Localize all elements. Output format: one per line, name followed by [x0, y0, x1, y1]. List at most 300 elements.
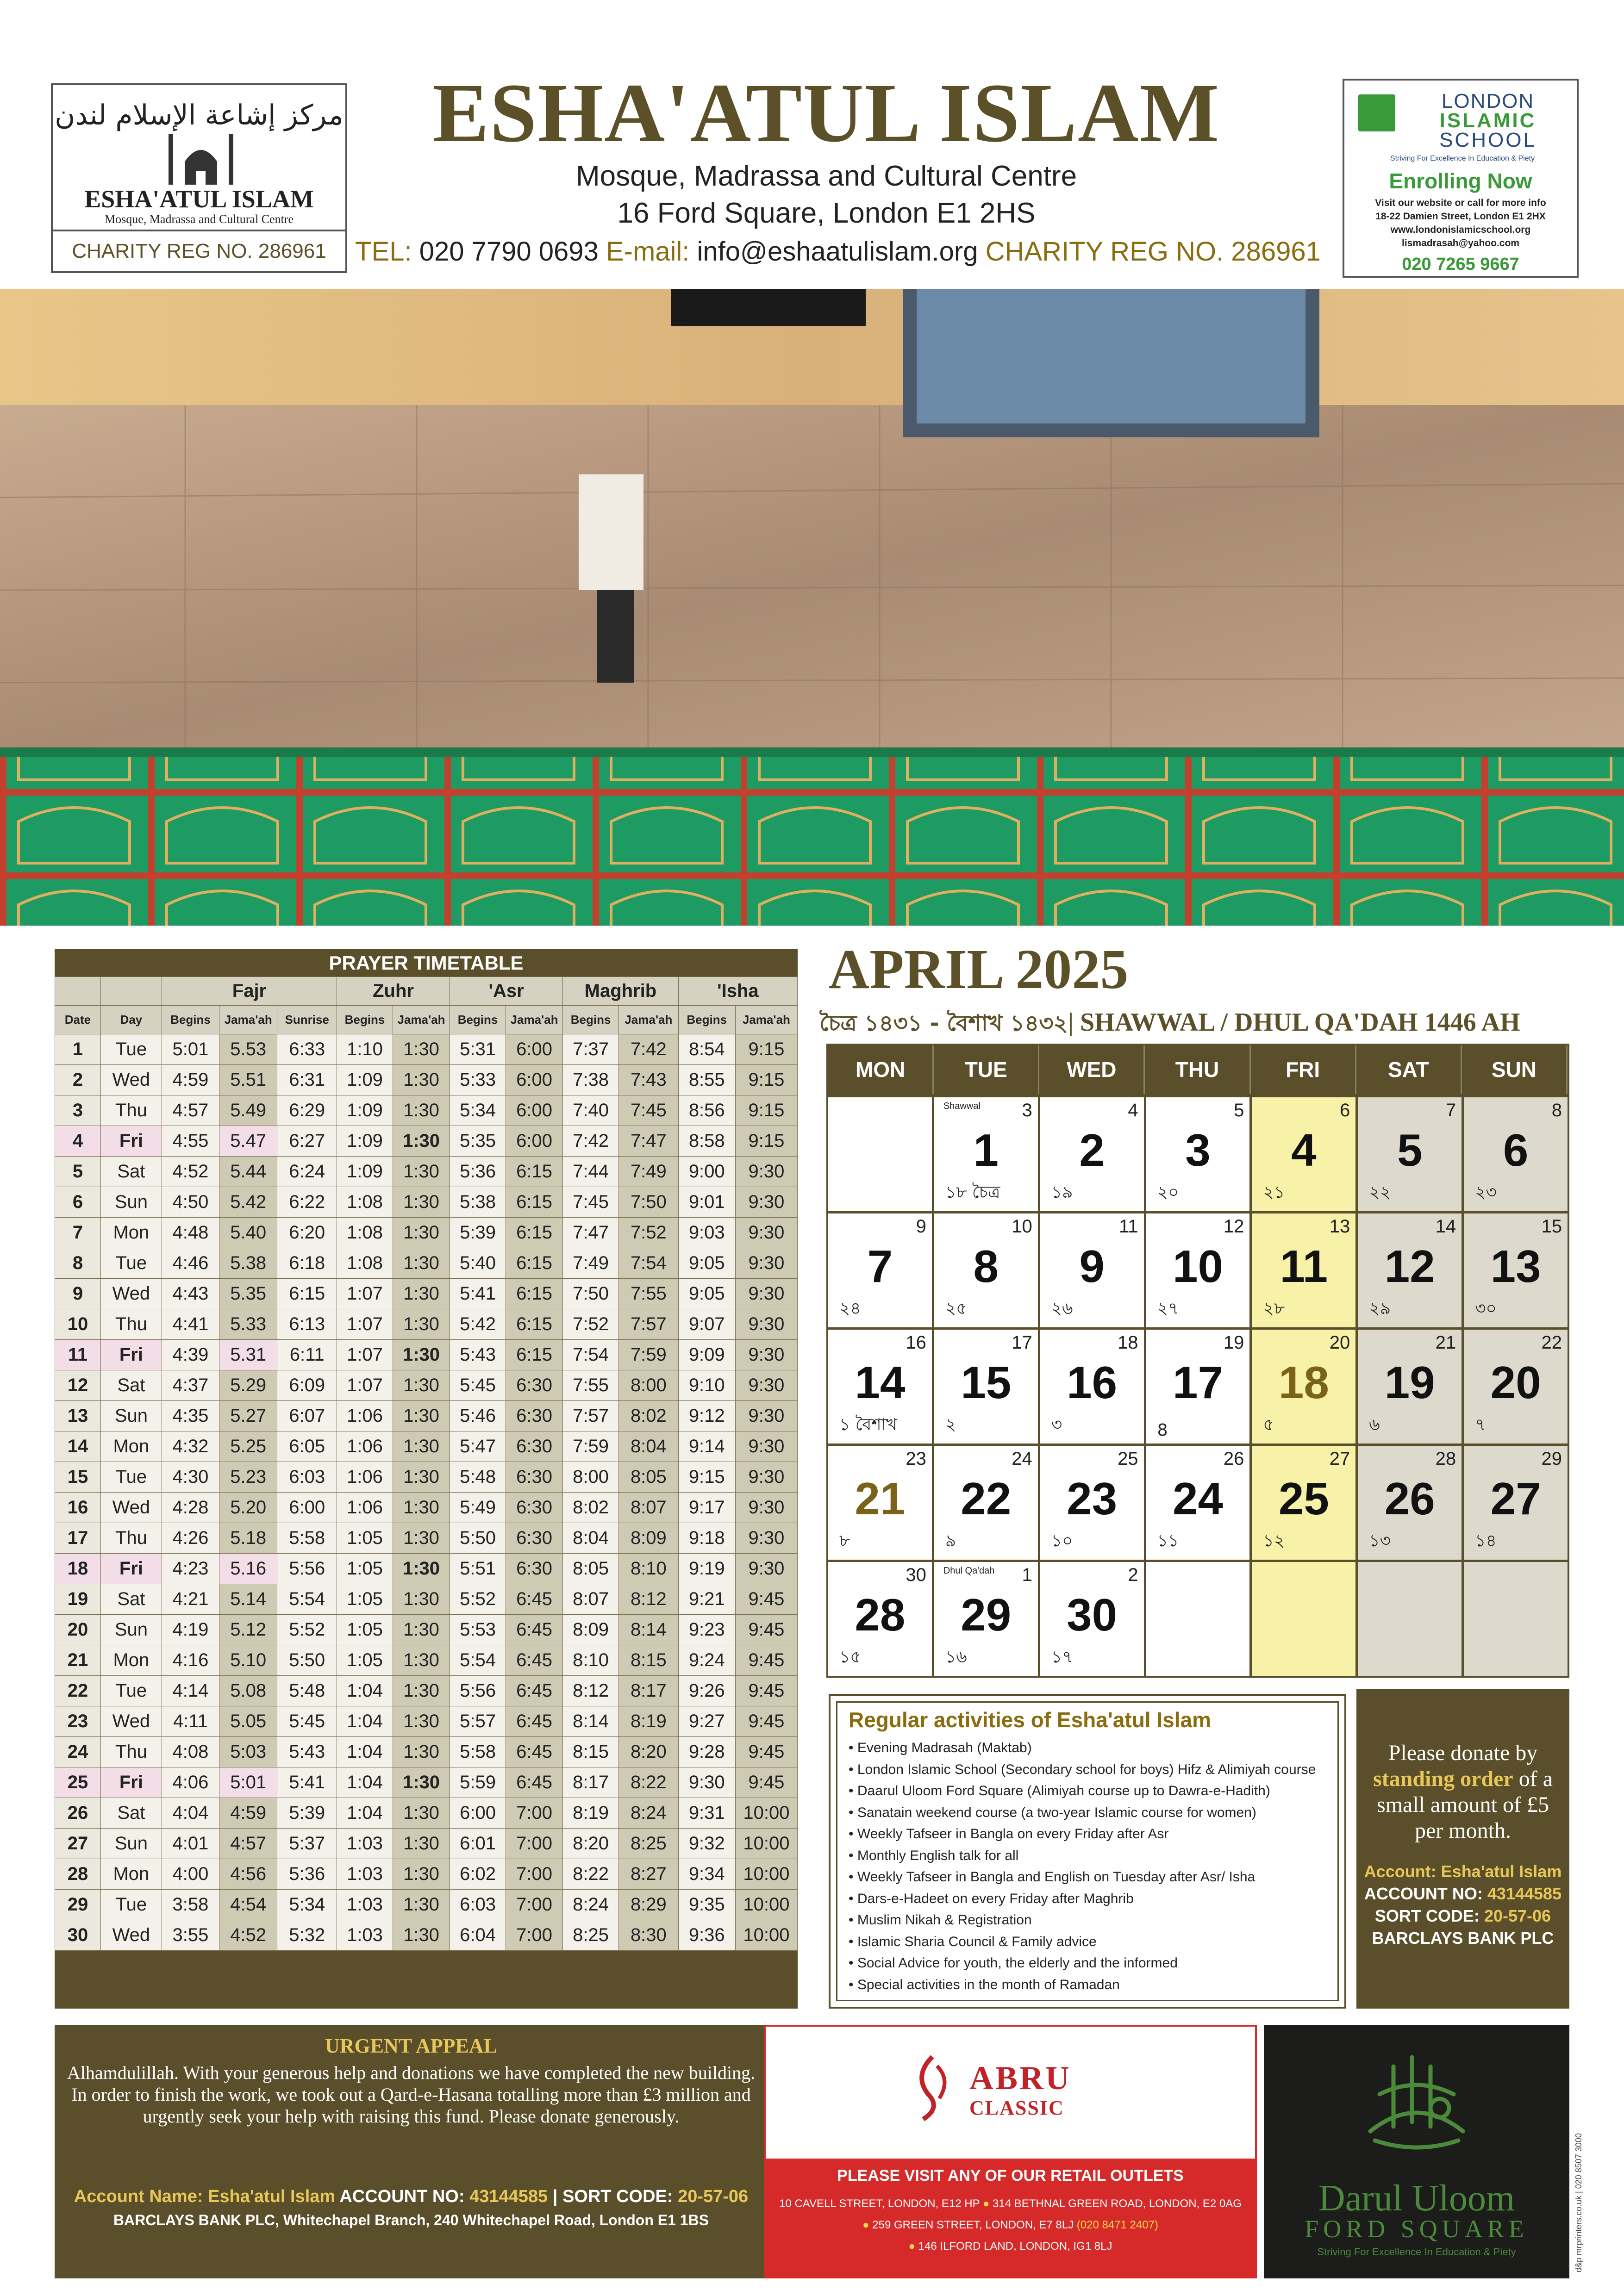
timetable-cell: 5.31: [219, 1340, 277, 1370]
email-address[interactable]: info@eshaatulislam.org: [697, 236, 978, 267]
timetable-cell: 4:01: [162, 1829, 219, 1859]
timetable-cell: 1:09: [337, 1157, 393, 1187]
timetable-cell: 5:45: [450, 1370, 506, 1401]
timetable-cell: 1:30: [393, 1187, 450, 1218]
bengali-date: ১৬: [945, 1648, 967, 1667]
timetable-cell: Thu: [100, 1523, 162, 1554]
school-enrolling: Enrolling Now: [1389, 169, 1532, 193]
timetable-cell: 1:04: [337, 1798, 393, 1829]
timetable-cell: 9:15: [735, 1065, 797, 1095]
timetable-cell: 8:10: [563, 1645, 619, 1676]
timetable-cell: Tue: [100, 1890, 162, 1920]
timetable-cell: 9:19: [678, 1554, 735, 1584]
timetable-cell: 9:05: [678, 1248, 735, 1279]
timetable-cell: 27: [55, 1829, 101, 1859]
timetable-cell: 5:47: [450, 1431, 506, 1462]
timetable-cell: 28: [55, 1859, 101, 1890]
timetable-cell: 4:37: [162, 1370, 219, 1401]
timetable-cell: 9:30: [735, 1431, 797, 1462]
timetable-cell: 8:22: [619, 1767, 679, 1798]
timetable-cell: 8:12: [619, 1584, 679, 1615]
timetable-cell: 1:30: [393, 1309, 450, 1340]
timetable-cell: 9:14: [678, 1431, 735, 1462]
logo-charity-reg: CHARITY REG NO. 286961: [53, 230, 345, 271]
timetable-cell: 8:00: [619, 1370, 679, 1401]
calendar-day-cell[interactable]: [1040, 1330, 1144, 1444]
timetable-cell: 7:52: [563, 1309, 619, 1340]
calendar-day-cell[interactable]: [934, 1097, 1038, 1211]
timetable-cell: 9:18: [678, 1523, 735, 1554]
calendar-day-cell[interactable]: [934, 1562, 1038, 1676]
donate-bank: BARCLAYS BANK PLC: [1372, 1929, 1554, 1948]
timetable-row: [55, 1706, 798, 1737]
timetable-cell: 7:00: [506, 1890, 563, 1920]
calendar-subtitle-separator: |: [1068, 1008, 1074, 1037]
gregorian-date: 30: [1067, 1589, 1118, 1640]
timetable-cell: 9:34: [678, 1859, 735, 1890]
timetable-cell: Sat: [100, 1370, 162, 1401]
timetable-cell: 4:52: [219, 1920, 277, 1951]
timetable-cell: 5:40: [450, 1248, 506, 1279]
hijri-date: 4: [1128, 1100, 1138, 1120]
timetable-cell: 4:28: [162, 1493, 219, 1523]
calendar-day-cell[interactable]: [1146, 1330, 1250, 1444]
timetable-cell: 1:03: [337, 1920, 393, 1951]
timetable-cell: 6:45: [506, 1676, 563, 1706]
timetable-cell: 6:30: [506, 1431, 563, 1462]
timetable-cell: 6:45: [506, 1615, 563, 1645]
timetable-cell: Wed: [100, 1065, 162, 1095]
timetable-cell: Fri: [100, 1126, 162, 1157]
hijri-date: 13: [1329, 1216, 1350, 1237]
gregorian-date: 4: [1291, 1125, 1317, 1176]
timetable-cell: 5.29: [219, 1370, 277, 1401]
timetable-cell: 6:15: [506, 1157, 563, 1187]
timetable-cell: Wed: [100, 1493, 162, 1523]
timetable-cell: 5.23: [219, 1462, 277, 1493]
timetable-cell: 8:25: [563, 1920, 619, 1951]
timetable-cell: 1:30: [393, 1462, 450, 1493]
appeal-account-no-label: ACCOUNT NO:: [339, 2187, 465, 2206]
timetable-cell: 4:11: [162, 1706, 219, 1737]
timetable-cell: 1:30: [393, 1279, 450, 1309]
calendar-day-cell[interactable]: [1040, 1213, 1144, 1327]
timetable-cell: 8:20: [619, 1737, 679, 1767]
timetable-cell: 1: [55, 1034, 101, 1065]
tt-column-header: Begins: [563, 1006, 619, 1034]
tel-number[interactable]: 020 7790 0693: [419, 236, 599, 267]
gregorian-date: 22: [961, 1473, 1012, 1524]
prayer-timetable: [55, 949, 798, 2009]
timetable-cell: 1:30: [393, 1218, 450, 1248]
timetable-cell: 7:43: [619, 1065, 679, 1095]
calendar-day-cell[interactable]: [1146, 1446, 1250, 1560]
timetable-cell: 8:24: [563, 1890, 619, 1920]
timetable-title: PRAYER TIMETABLE: [329, 952, 524, 974]
timetable-cell: 1:05: [337, 1523, 393, 1554]
hijri-month-label: Shawwal: [943, 1101, 981, 1111]
activities-title: Regular activities of Esha'atul Islam: [849, 1708, 1211, 1732]
email-label: E-mail:: [606, 236, 690, 267]
timetable-cell: 1:05: [337, 1554, 393, 1584]
school-name-line1: LONDON: [1441, 90, 1535, 112]
timetable-cell: 9:30: [678, 1767, 735, 1798]
timetable-cell: 4:59: [162, 1065, 219, 1095]
timetable-cell: 7:37: [563, 1034, 619, 1065]
bengali-date: ২১: [1263, 1183, 1285, 1202]
timetable-cell: 9:30: [735, 1462, 797, 1493]
gregorian-date: 19: [1384, 1357, 1435, 1408]
timetable-cell: 7:00: [506, 1920, 563, 1951]
timetable-cell: 6:04: [450, 1920, 506, 1951]
timetable-cell: 6:45: [506, 1767, 563, 1798]
hijri-date: 8: [1551, 1100, 1562, 1120]
calendar-day-cell[interactable]: [1252, 1446, 1355, 1560]
timetable-cell: 6:03: [450, 1890, 506, 1920]
month-calendar: [826, 1044, 1569, 1678]
bengali-date: ২২: [1369, 1183, 1391, 1202]
timetable-cell: 1:30: [393, 1829, 450, 1859]
calendar-day-cell[interactable]: [828, 1562, 932, 1676]
arabic-calligraphy-icon: [1264, 2039, 1569, 2154]
calendar-day-cell[interactable]: [828, 1446, 932, 1560]
appeal-account-no: 43144585: [469, 2187, 548, 2206]
calendar-day-cell[interactable]: [1252, 1213, 1355, 1327]
timetable-cell: 4:23: [162, 1554, 219, 1584]
timetable-cell: 9:30: [735, 1279, 797, 1309]
timetable-cell: 9:36: [678, 1920, 735, 1951]
timetable-cell: 1:06: [337, 1431, 393, 1462]
timetable-cell: 1:09: [337, 1126, 393, 1157]
timetable-cell: 4:57: [219, 1829, 277, 1859]
timetable-cell: 9:30: [735, 1157, 797, 1187]
bengali-date: ১ বৈশাখ: [839, 1415, 897, 1434]
timetable-cell: 4:50: [162, 1187, 219, 1218]
bengali-date: ২৯: [1369, 1299, 1391, 1318]
hijri-date: 26: [1223, 1449, 1244, 1469]
timetable-table: [55, 977, 798, 1951]
timetable-cell: 5:45: [277, 1706, 337, 1737]
timetable-cell: 8:17: [563, 1767, 619, 1798]
timetable-cell: 7:52: [619, 1218, 679, 1248]
timetable-cell: 1:08: [337, 1248, 393, 1279]
timetable-cell: 8:10: [619, 1554, 679, 1584]
calendar-day-cell[interactable]: [934, 1213, 1038, 1327]
darul-uloom-name: Darul Uloom: [1318, 2178, 1515, 2219]
calendar-day-cell[interactable]: [1464, 1446, 1568, 1560]
calendar-day-cell[interactable]: [1040, 1446, 1144, 1560]
calendar-day-cell[interactable]: [1358, 1097, 1462, 1211]
calendar-day-cell[interactable]: [1358, 1213, 1462, 1327]
timetable-cell: 1:08: [337, 1187, 393, 1218]
timetable-cell: 5:53: [450, 1615, 506, 1645]
timetable-cell: 2: [55, 1065, 101, 1095]
bengali-date: ২: [945, 1415, 956, 1434]
timetable-cell: 9:30: [735, 1187, 797, 1218]
calendar-day-cell[interactable]: [1252, 1097, 1355, 1211]
calendar-day-cell[interactable]: [1040, 1562, 1144, 1676]
calendar-day-cell[interactable]: [1146, 1213, 1250, 1327]
school-advert[interactable]: [1343, 79, 1579, 278]
donate-standing-order: standing order: [1373, 1767, 1513, 1791]
timetable-cell: 5:48: [450, 1462, 506, 1493]
timetable-cell: 6:03: [277, 1462, 337, 1493]
tt-column-header: Date: [55, 1006, 101, 1034]
bengali-date: ১৯: [1051, 1183, 1073, 1202]
timetable-cell: 4:08: [162, 1737, 219, 1767]
school-website[interactable]: www.londonislamicschool.org: [1390, 224, 1531, 235]
timetable-cell: 4:52: [162, 1157, 219, 1187]
timetable-cell: 10:00: [735, 1920, 797, 1951]
timetable-cell: Sun: [100, 1187, 162, 1218]
timetable-cell: 6:07: [277, 1401, 337, 1431]
activity-item: • Daarul Uloom Ford Square (Alimiyah course up to Dawra-e-Hadith): [849, 1780, 1333, 1802]
timetable-cell: 1:09: [337, 1065, 393, 1095]
timetable-cell: 1:30: [393, 1767, 450, 1798]
abru-logo-icon: [905, 2052, 960, 2122]
gregorian-date: 27: [1490, 1473, 1541, 1524]
timetable-cell: 9:30: [735, 1218, 797, 1248]
bengali-date: ২৫: [945, 1299, 967, 1318]
logo-arabic-text: مركز إشاعة الإسلام لندن: [55, 99, 344, 131]
timetable-cell: 6:30: [506, 1401, 563, 1431]
calendar-weekday-header: [828, 1045, 1568, 1094]
timetable-cell: 4:30: [162, 1462, 219, 1493]
timetable-cell: 5.12: [219, 1615, 277, 1645]
timetable-cell: Tue: [100, 1676, 162, 1706]
donate-text-1: Please donate by: [1388, 1741, 1538, 1765]
timetable-cell: 7:00: [506, 1798, 563, 1829]
timetable-cell: Tue: [100, 1248, 162, 1279]
timetable-cell: 6:00: [506, 1126, 563, 1157]
timetable-cell: 4:57: [162, 1095, 219, 1126]
timetable-cell: Tue: [100, 1034, 162, 1065]
appeal-bank: BARCLAYS BANK PLC, Whitechapel Branch, 240 Whitechapel Road, London E1 1BS: [113, 2212, 709, 2228]
abru-phone[interactable]: (020 8471 2407): [1076, 2219, 1158, 2231]
timetable-cell: 9:15: [735, 1126, 797, 1157]
timetable-row: [55, 1615, 798, 1645]
timetable-cell: 9:15: [678, 1462, 735, 1493]
timetable-cell: 1:09: [337, 1095, 393, 1126]
school-name-line3: SCHOOL: [1439, 129, 1537, 151]
gregorian-date: 29: [961, 1589, 1012, 1640]
calendar-hijri-months: SHAWWAL / DHUL QA'DAH 1446 AH: [1080, 1008, 1520, 1037]
timetable-cell: 9:35: [678, 1890, 735, 1920]
timetable-cell: 6:45: [506, 1584, 563, 1615]
timetable-cell: 5:38: [450, 1187, 506, 1218]
gregorian-date: 3: [1185, 1125, 1211, 1176]
timetable-row: [55, 1431, 798, 1462]
activity-item: • Dars-e-Hadeet on every Friday after Maghrib: [849, 1888, 1333, 1910]
weekday-mon: MON: [828, 1045, 934, 1094]
timetable-cell: 7:00: [506, 1859, 563, 1890]
timetable-cell: 1:04: [337, 1767, 393, 1798]
abru-address-4: 146 ILFORD LAND, LONDON, IG1 8LJ: [918, 2240, 1112, 2252]
calendar-day-cell: [1146, 1562, 1250, 1676]
calendar-day-cell[interactable]: [1358, 1330, 1462, 1444]
logo-subtitle: Mosque, Madrassa and Cultural Centre: [105, 212, 294, 226]
timetable-row: [55, 1065, 798, 1095]
timetable-cell: 7:59: [619, 1340, 679, 1370]
timetable-cell: 6:45: [506, 1706, 563, 1737]
activity-item: • Islamic Sharia Council & Family advice: [849, 1931, 1333, 1953]
abru-name: ABRU: [969, 2060, 1072, 2097]
timetable-cell: 4:46: [162, 1248, 219, 1279]
timetable-cell: 6:05: [277, 1431, 337, 1462]
timetable-cell: 4:55: [162, 1126, 219, 1157]
timetable-cell: 6:18: [277, 1248, 337, 1279]
timetable-cell: 5:33: [450, 1065, 506, 1095]
calendar-day-cell[interactable]: [1040, 1097, 1144, 1211]
timetable-cell: 3: [55, 1095, 101, 1126]
timetable-cell: 7:42: [619, 1034, 679, 1065]
timetable-cell: 5:31: [450, 1034, 506, 1065]
calendar-day-cell[interactable]: [934, 1330, 1038, 1444]
calendar-day-cell[interactable]: [1358, 1446, 1462, 1560]
calendar-bengali-months: চৈত্র ১৪৩১ - বৈশাখ ১৪৩২: [819, 1010, 1068, 1036]
abru-outlets: [766, 2159, 1255, 2277]
calendar-day-cell[interactable]: [828, 1213, 932, 1327]
timetable-row: [55, 1493, 798, 1523]
donate-text-2: of a small amount of £5 per month.: [1377, 1767, 1553, 1843]
timetable-cell: 5:49: [450, 1493, 506, 1523]
timetable-cell: 16: [55, 1493, 101, 1523]
timetable-cell: 1:30: [393, 1157, 450, 1187]
timetable-cell: 6:27: [277, 1126, 337, 1157]
bengali-date: ৬: [1369, 1415, 1380, 1434]
timetable-cell: 8:25: [619, 1829, 679, 1859]
timetable-cell: 7: [55, 1218, 101, 1248]
timetable-cell: Fri: [100, 1767, 162, 1798]
timetable-cell: 5:58: [450, 1737, 506, 1767]
calendar-day-cell[interactable]: [934, 1446, 1038, 1560]
bengali-date: ২৭: [1157, 1299, 1179, 1318]
timetable-cell: 12: [55, 1370, 101, 1401]
timetable-cell: 9:12: [678, 1401, 735, 1431]
school-email[interactable]: lismadrasah@yahoo.com: [1402, 238, 1519, 249]
gregorian-date: 21: [855, 1473, 906, 1524]
timetable-cell: 8:20: [563, 1829, 619, 1859]
timetable-cell: 5:34: [277, 1890, 337, 1920]
timetable-cell: 5.38: [219, 1248, 277, 1279]
calendar-day-cell[interactable]: [1464, 1213, 1568, 1327]
timetable-cell: 1:30: [393, 1706, 450, 1737]
timetable-row: [55, 1584, 798, 1615]
tt-column-header: Begins: [162, 1006, 219, 1034]
timetable-cell: Sun: [100, 1615, 162, 1645]
timetable-cell: 21: [55, 1645, 101, 1676]
calendar-month: APRIL 2025: [829, 938, 1129, 1001]
hijri-date: 16: [906, 1332, 926, 1353]
timetable-row: [55, 1645, 798, 1676]
timetable-cell: 5:37: [277, 1829, 337, 1859]
timetable-cell: 4:59: [219, 1798, 277, 1829]
timetable-cell: 22: [55, 1676, 101, 1706]
timetable-cell: 6:20: [277, 1218, 337, 1248]
gregorian-date: 24: [1172, 1473, 1223, 1524]
hijri-date: 2: [1128, 1565, 1138, 1585]
timetable-cell: Sat: [100, 1798, 162, 1829]
header-charity-reg: CHARITY REG NO. 286961: [985, 236, 1321, 267]
timetable-cell: 1:30: [393, 1248, 450, 1279]
timetable-cell: 4:00: [162, 1859, 219, 1890]
gregorian-date: 10: [1172, 1241, 1223, 1292]
abru-advert[interactable]: [764, 2025, 1257, 2278]
hijri-date: 17: [1012, 1332, 1032, 1353]
calendar-day-cell: [828, 1097, 932, 1211]
timetable-cell: 5:43: [277, 1737, 337, 1767]
gregorian-date: 2: [1079, 1125, 1105, 1176]
gregorian-date: 9: [1079, 1241, 1105, 1292]
timetable-cell: 6:15: [506, 1340, 563, 1370]
tt-header-blank: [55, 977, 101, 1006]
timetable-cell: 8:09: [619, 1523, 679, 1554]
appeal-title: URGENT APPEAL: [325, 2035, 498, 2057]
calendar-day-cell: [1252, 1562, 1355, 1676]
timetable-cell: 6:30: [506, 1523, 563, 1554]
abru-addresses: 10 CAVELL STREET, LONDON, E12 HP ● 314 BETHNAL GREEN ROAD, LONDON, E2 0AG ● 259 GREEN STREET, LONDON, E7 8LJ (020 8471 2407) ● 146 ILFORD LAND, LONDON, IG1 8LJ: [779, 2197, 1242, 2252]
timetable-cell: 1:30: [393, 1493, 450, 1523]
timetable-cell: 6:30: [506, 1554, 563, 1584]
timetable-row: [55, 1737, 798, 1767]
timetable-cell: 5: [55, 1157, 101, 1187]
donate-account-name: Account: Esha'atul Islam: [1364, 1862, 1562, 1881]
timetable-cell: 5:39: [277, 1798, 337, 1829]
timetable-cell: 5:01: [219, 1767, 277, 1798]
hijri-date: 30: [906, 1565, 926, 1585]
timetable-row: [55, 1859, 798, 1890]
timetable-cell: 1:30: [393, 1737, 450, 1767]
timetable-cell: 5:46: [450, 1401, 506, 1431]
school-phone[interactable]: 020 7265 9667: [1402, 255, 1519, 274]
timetable-cell: 5:41: [450, 1279, 506, 1309]
calendar-day-cell[interactable]: [1464, 1330, 1568, 1444]
weekday-sun: SUN: [1462, 1045, 1568, 1094]
timetable-cell: 1:30: [393, 1890, 450, 1920]
timetable-cell: 1:05: [337, 1615, 393, 1645]
timetable-cell: 9:30: [735, 1248, 797, 1279]
tt-header-asr: 'Asr: [450, 977, 563, 1006]
timetable-cell: 6:31: [277, 1065, 337, 1095]
timetable-cell: 9:30: [735, 1401, 797, 1431]
timetable-cell: 6:22: [277, 1187, 337, 1218]
timetable-row: [55, 1554, 798, 1584]
timetable-cell: 6:24: [277, 1157, 337, 1187]
calendar-day-cell[interactable]: [1146, 1097, 1250, 1211]
timetable-cell: 9:15: [735, 1095, 797, 1126]
weekday-thu: THU: [1145, 1045, 1250, 1094]
calendar-day-cell[interactable]: [828, 1330, 932, 1444]
calendar-day-cell[interactable]: [1464, 1097, 1568, 1211]
tt-column-header: Jama'ah: [219, 1006, 277, 1034]
tt-header-blank: [100, 977, 162, 1006]
hijri-date: 12: [1223, 1216, 1244, 1237]
timetable-cell: 8:55: [678, 1065, 735, 1095]
timetable-cell: 1:06: [337, 1462, 393, 1493]
calendar-day-cell[interactable]: [1252, 1330, 1355, 1444]
timetable-cell: 1:06: [337, 1401, 393, 1431]
timetable-cell: 6:00: [277, 1493, 337, 1523]
timetable-cell: 7:47: [619, 1126, 679, 1157]
tt-header-zuhr: Zuhr: [337, 977, 450, 1006]
darul-uloom-advert[interactable]: [1264, 2025, 1569, 2278]
timetable-cell: 1:04: [337, 1706, 393, 1737]
donate-account: [1356, 1860, 1569, 1949]
timetable-cell: 11: [55, 1340, 101, 1370]
printer-credit: [1574, 2069, 1588, 2272]
timetable-cell: 1:06: [337, 1493, 393, 1523]
hijri-date: 9: [916, 1216, 926, 1237]
